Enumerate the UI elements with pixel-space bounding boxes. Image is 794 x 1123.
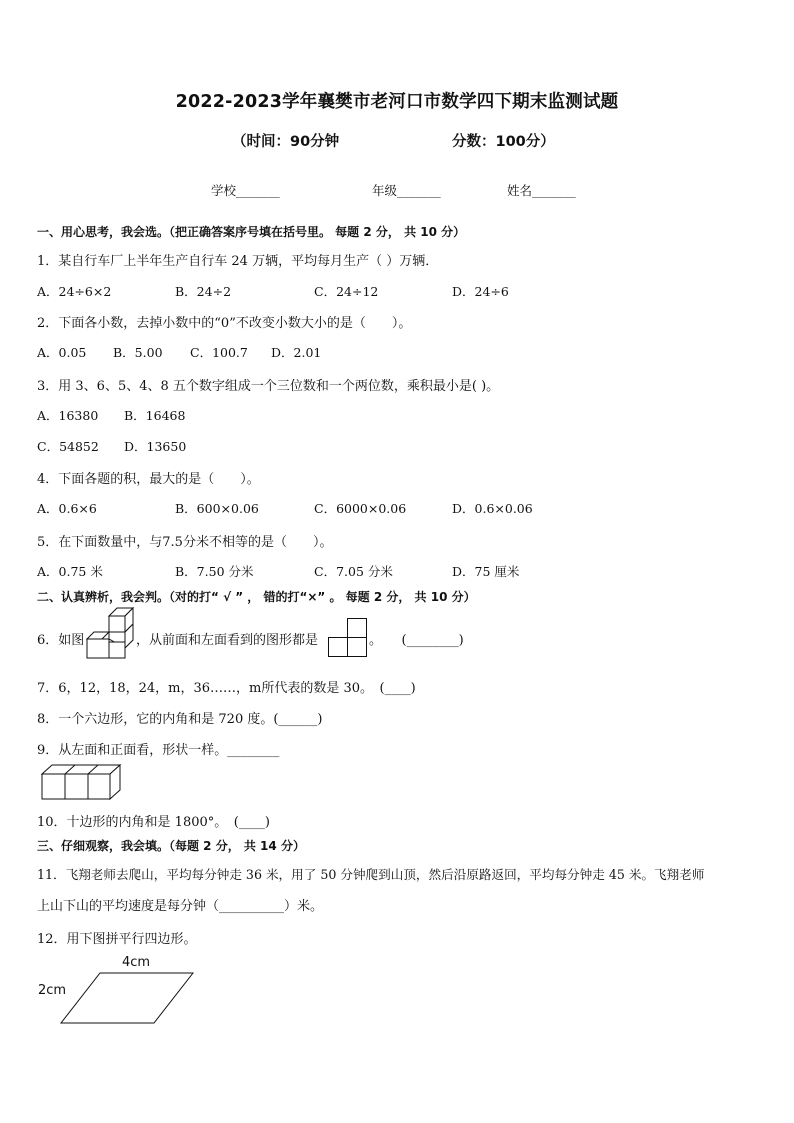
question-1: 1．某自行车厂上半年生产自行车 24 万辆，平均每月生产（ ）万辆． [37,254,439,269]
parallelogram-top-label: 4cm [122,955,151,970]
q5-option-c[interactable]: C．7.05 分米 [314,564,393,579]
q4-option-c[interactable]: C．6000×0.06 [314,501,407,516]
q2-option-a[interactable]: A．0.05 [37,345,87,360]
question-8: 8．一个六边形，它的内角和是 720 度。(______) [37,712,323,727]
exam-time: （时间：90分钟 [232,134,340,150]
q5-option-a[interactable]: A．0.75 米 [37,564,103,579]
question-11-line2: 上山下山的平均速度是每分钟（__________）米。 [37,899,324,914]
q4-option-d[interactable]: D．0.6×0.06 [452,501,533,516]
three-cubes-figure [40,762,125,802]
q4-option-b[interactable]: B．600×0.06 [175,501,259,516]
q3-option-b[interactable]: B．16468 [124,408,186,423]
q4-option-a[interactable]: A．0.6×6 [37,501,97,516]
q2-option-c[interactable]: C．100.7 [190,345,248,360]
question-4: 4．下面各题的积，最大的是（ ）。 [37,472,260,487]
question-10: 10．十边形的内角和是 1800°。 (____) [37,815,270,830]
question-12: 12．用下图拼平行四边形。 [37,932,197,947]
section3-heading: 三、仔细观察，我会填。（每题 2 分， 共 14 分） [37,839,305,853]
question-9: 9．从左面和正面看，形状一样。________ [37,743,280,758]
q3-option-d[interactable]: D．13650 [124,439,187,454]
view-shape-figure [328,618,368,658]
grade-field[interactable]: 年级_______ [372,183,441,198]
q1-option-b[interactable]: B．24÷2 [175,284,232,299]
q5-option-b[interactable]: B．7.50 分米 [175,564,254,579]
exam-score: 分数：100分） [452,134,555,150]
q5-option-d[interactable]: D．75 厘米 [452,564,520,579]
name-field[interactable]: 姓名_______ [507,183,576,198]
parallelogram-side-label: 2cm [38,983,67,998]
question-6-middle: ，从前面和左面看到的图形都是 [136,633,319,648]
q2-option-b[interactable]: B．5.00 [113,345,163,360]
question-2: 2．下面各小数，去掉小数中的“0”不改变小数大小的是（ ）。 [37,316,412,331]
cube-stack-figure [85,612,135,662]
question-11-line1: 11．飞翔老师去爬山，平均每分钟走 36 米，用了 50 分钟爬到山顶，然后沿原路返回，平均每分钟走 45 米。飞翔老师 [37,867,705,882]
q1-option-d[interactable]: D．24÷6 [452,284,509,299]
section1-heading: 一、用心思考，我会选。（把正确答案序号填在括号里。 每题 2 分， 共 10 分） [37,225,466,239]
q1-option-c[interactable]: C．24÷12 [314,284,379,299]
section2-heading: 二、认真辨析，我会判。（对的打“ √ ” ， 错的打“×” 。 每题 2 分， 共 10 分） [37,590,476,604]
q3-option-c[interactable]: C．54852 [37,439,99,454]
q3-option-a[interactable]: A．16380 [37,408,99,423]
question-3: 3．用 3、6、5、4、8 五个数字组成一个三位数和一个两位数，乘积最小是( )。 [37,379,500,394]
parallelogram-figure [60,972,195,1024]
school-field[interactable]: 学校_______ [211,183,280,198]
question-5: 5．在下面数量中，与7.5分米不相等的是（ ）。 [37,535,333,550]
q1-option-a[interactable]: A．24÷6×2 [37,284,112,299]
question-7: 7．6，12，18，24，m，36……，m所代表的数是 30。 (____) [37,681,416,696]
q2-option-d[interactable]: D．2.01 [271,345,322,360]
question-6-answer[interactable]: 。 (________) [369,633,464,648]
page-title: 2022-2023学年襄樊市老河口市数学四下期末监测试题 [175,92,619,112]
question-6-prefix: 6．如图 [37,633,85,648]
